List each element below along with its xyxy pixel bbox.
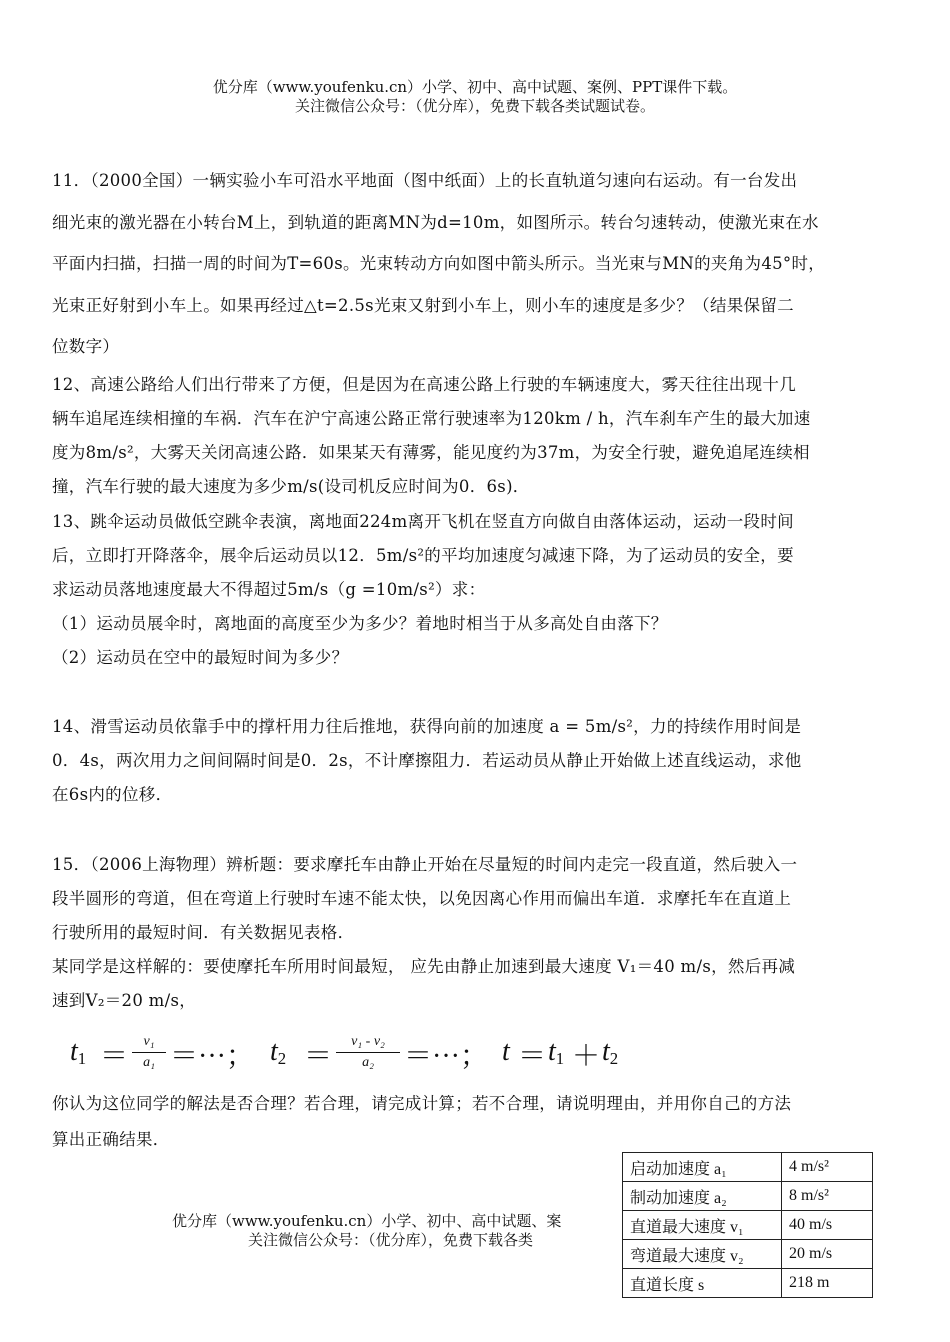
q15-discussion [52,1086,904,1158]
eq-frac1-den: a₁ [143,1055,155,1070]
q12-line-4: 撞，汽车行驶的最大速度为多少m/s(设司机反应时间为0．6s)． [52,477,530,496]
header-line-2: 关注微信公众号：（优分库），免费下载各类试题试卷。 [294,97,655,115]
eq-frac1-bar [132,1052,166,1053]
table-cell-label: 弯道最大速度 v₂ [623,1240,782,1269]
q11-line-1: 11．（2000全国）一辆实验小车可沿水平地面（图中纸面）上的长直轨道匀速向右运动。有一台发出 [52,171,798,190]
q12-line-1: 12、高速公路给人们出行带来了方便，但是因为在高速公路上行驶的车辆速度大，雾天往往出现十几 [52,375,796,394]
page-header [0,78,950,116]
eq-sum-t1: t1 [548,1036,565,1068]
table-cell-label: 制动加速度 a₂ [623,1182,782,1211]
q14-line-2: 0．4s，两次用力之间间隔时间是0．2s，不计摩擦阻力．若运动员从静止开始做上述直线运动，求他 [52,751,802,770]
question-12 [52,368,904,504]
table-cell-value: 4 m/s² [782,1153,873,1182]
table-cell-label: 直道长度 s [623,1269,782,1298]
q13-line-1: 13、跳伞运动员做低空跳伞表演，离地面224m离开飞机在竖直方向做自由落体运动，运动一段时间 [52,512,794,531]
table-cell-label: 直道最大速度 v₁ [623,1211,782,1240]
table-row [623,1240,873,1269]
q12-line-3: 度为8m/s²，大雾天关闭高速公路．如果某天有薄雾，能见度约为37m，为安全行驶，避免追尾连续相 [52,443,810,462]
eq-plus: ＋ [572,1041,601,1072]
eq-dots-1: ＝···； [170,1041,254,1072]
q15-after-1: 你认为这位同学的解法是否合理？若合理，请完成计算；若不合理，请说明理由，并用你自己的方法 [52,1094,792,1113]
eq-equals-3: ＝ [518,1041,547,1072]
table-row [623,1182,873,1211]
q14-line-1: 14、滑雪运动员依靠手中的撑杆用力往后推地，获得向前的加速度 a = 5m/s²，力的持续作用时间是 [52,717,802,736]
eq-t1: t1 [70,1036,87,1068]
q13-sub-1: （1）运动员展伞时，离地面的高度至少为多少？着地时相当于从多高处自由落下？ [52,614,668,633]
table-cell-value: 40 m/s [782,1211,873,1240]
eq-equals-1: ＝ [100,1041,129,1072]
question-15 [52,848,904,1018]
table-cell-value: 218 m [782,1269,873,1298]
data-table [622,1152,873,1298]
eq-frac2-den: a₂ [362,1055,374,1070]
header-line-1: 优分库（www.youfenku.cn）小学、初中、高中试题、案例、PPT课件下载。 [212,78,738,96]
table-cell-value: 8 m/s² [782,1182,873,1211]
footer-line-2: 关注微信公众号：（优分库），免费下载各类 [248,1231,534,1249]
q13-line-3: 求运动员落地速度最大不得超过5m/s（g =10m/s²）求： [52,580,486,599]
q15-after-2: 算出正确结果． [52,1130,170,1149]
table-row [623,1269,873,1298]
table-cell-value: 20 m/s [782,1240,873,1269]
q15-line-2: 段半圆形的弯道，但在弯道上行驶时车速不能太快，以免因离心作用而偏出车道．求摩托车在直道上 [52,889,792,908]
eq-frac2-num: v₁ - v₂ [351,1034,385,1049]
q13-sub-2: （2）运动员在空中的最短时间为多少？ [52,648,349,667]
eq-t: t [502,1036,510,1067]
q15-line-3: 行驶所用的最短时间．有关数据见表格． [52,923,355,942]
q15-line-5: 速到V₂＝20 m/s， [52,991,197,1010]
table-row [623,1211,873,1240]
q13-line-2: 后，立即打开降落伞，展伞后运动员以12．5m/s²的平均加速度匀减速下降，为了运动员的安全，要 [52,546,794,565]
footer-line-1: 优分库（www.youfenku.cn）小学、初中、高中试题、案 [172,1212,562,1230]
q14-line-3: 在6s内的位移． [52,785,173,804]
eq-equals-2: ＝ [304,1041,333,1072]
q15-equation [70,1028,630,1084]
question-13 [52,505,904,675]
eq-sum-t2: t2 [602,1036,619,1068]
q12-line-2: 辆车追尾连续相撞的车祸．汽车在沪宁高速公路正常行驶速率为120km / h，汽车刹车产生的最大加速 [52,409,811,428]
question-11 [52,160,904,368]
table-row [623,1153,873,1182]
table-cell-label: 启动加速度 a₁ [623,1153,782,1182]
q11-line-3: 平面内扫描，扫描一周的时间为T=60s。光束转动方向如图中箭头所示。当光束与MN的夹角为45°时， [52,254,826,273]
q15-line-4: 某同学是这样解的：要使摩托车所用时间最短， 应先由静止加速到最大速度 V₁＝40 m/s，然后再减 [52,957,796,976]
page-footer [172,1212,561,1250]
eq-frac1-num: v₁ [143,1034,155,1049]
q11-line-4: 光束正好射到小车上。如果再经过△t=2.5s光束又射到小车上，则小车的速度是多少？（结果保留二 [52,295,794,315]
q11-line-2: 细光束的激光器在小转台M上，到轨道的距离MN为d=10m，如图所示。转台匀速转动，使激光束在水 [52,212,819,232]
question-14 [52,710,904,812]
q15-line-1: 15．（2006上海物理）辨析题：要求摩托车由静止开始在尽量短的时间内走完一段直道，然后驶入一 [52,855,798,874]
q11-line-5: 位数字） [52,337,120,356]
eq-t2: t2 [270,1036,287,1068]
eq-dots-2: ＝···； [404,1041,488,1072]
eq-frac2-bar [336,1052,400,1053]
